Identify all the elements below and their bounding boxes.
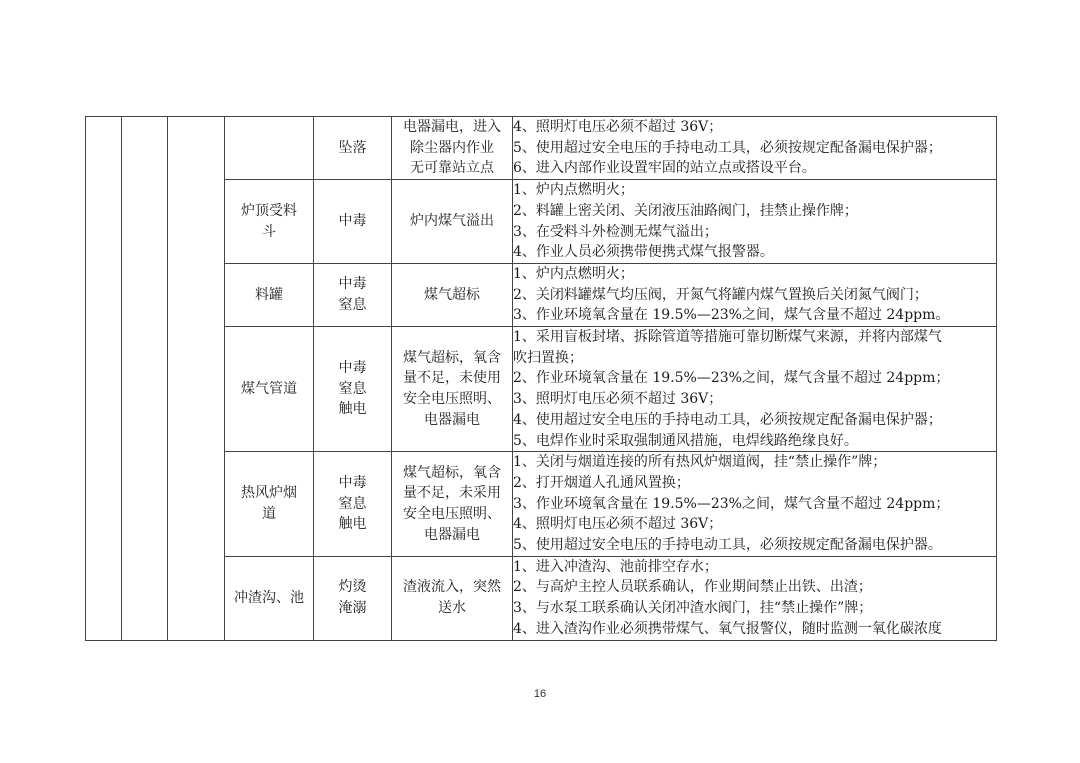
hazard-cell [314,556,392,640]
location-cell [225,180,314,264]
measures-cell [513,180,997,264]
measures-cell [513,556,997,640]
text-line: 电器漏电，进入 [403,119,501,135]
location-text: 煤气管道 [241,380,297,397]
text-line: 2、打开烟道人孔通风置换； [513,474,690,491]
text-line: 量不足，未采用 [403,485,501,502]
hazard-table [85,116,997,641]
location-line: 炉顶受料 [241,202,297,219]
text-line: 量不足，未使用 [403,370,501,387]
text-line: 无可靠站立点 [410,160,494,177]
text-line: 2、料罐上密关闭、关闭液压油路阀门，挂禁止操作牌； [513,202,858,219]
cause-cell [392,117,513,180]
text-line: 渣液流入，突然 [403,579,501,596]
text-line: 5、使用超过安全电压的手持电动工具，必须按规定配备漏电保护器； [513,139,942,156]
hazard-cell [314,263,392,326]
location-text [225,483,313,524]
location-text [225,201,313,242]
text-line: 窒息 [338,495,367,512]
text-line: 煤气超标 [424,286,480,303]
cause-cell [392,556,513,640]
text-line: 1、炉内点燃明火； [513,265,634,282]
location-cell [225,117,314,180]
text-line: 5、电焊作业时采取强制通风措施，电焊线路绝缘良好。 [513,432,858,449]
hazard-cell [314,452,392,557]
merged-blank-cell [122,117,168,641]
text-line: 3、照明灯电压必须不超过 36V； [513,391,723,408]
measures-cell [513,327,997,452]
text-line: 4、照明灯电压必须不超过 36V； [513,119,723,135]
text-line: 2、与高炉主控人员联系确认，作业期间禁止出铁、出渣； [513,579,872,596]
text-line: 触电 [338,401,367,418]
measures-cell [513,117,997,180]
measures-cell [513,452,997,557]
text-line: 6、进入内部作业设置牢固的站立点或搭设平台。 [513,160,816,177]
text-line: 安全电压照明、 [403,391,501,408]
text-line: 灼烫 [338,579,367,596]
cause-cell [392,180,513,264]
location-cell [225,263,314,326]
table-body [86,117,997,641]
hazard-cell [314,180,392,264]
text-line: 坠落 [338,139,367,156]
table-row [86,117,997,180]
location-line: 道 [262,506,276,522]
hazard-cell [314,327,392,452]
text-line: 4、照明灯电压必须不超过 36V； [513,516,723,533]
text-line: 1、采用盲板封堵、拆除管道等措施可靠切断煤气来源，并将内部煤气 [513,329,942,346]
text-line: 窒息 [338,296,367,313]
hazard-cell [314,117,392,180]
text-line: 4、使用超过安全电压的手持电动工具，必须按规定配备漏电保护器； [513,411,942,428]
text-line: 3、在受料斗外检测无煤气溢出； [513,223,718,240]
text-line: 吹扫置换； [513,349,583,366]
text-line: 淹溺 [338,600,367,617]
text-line: 炉内煤气溢出 [410,213,494,230]
text-line: 煤气超标，氧含 [403,349,501,366]
text-line: 3、作业环境氧含量在 19.5%—23%之间，煤气含量不超过 24ppm； [513,495,950,512]
merged-blank-cell [86,117,122,641]
text-line: 1、关闭与烟道连接的所有热风炉烟道阀，挂“禁止操作”牌； [513,454,887,471]
text-line: 3、与水泵工联系确认关闭冲渣水阀门，挂“禁止操作”牌； [513,600,873,617]
text-line: 窒息 [338,380,367,397]
text-line: 中毒 [338,360,367,377]
text-line: 煤气超标，氧含 [403,464,501,481]
merged-blank-cell [168,117,225,641]
text-line: 5、使用超过安全电压的手持电动工具，必须按规定配备漏电保护器。 [513,537,942,554]
text-line: 4、作业人员必须携带便携式煤气报警器。 [513,244,774,261]
location-cell [225,452,314,557]
text-line: 除尘器内作业 [410,139,494,156]
location-text: 冲渣沟、池 [234,589,304,606]
text-line: 电器漏电 [424,411,480,428]
location-cell [225,327,314,452]
text-line: 3、作业环境氧含量在 19.5%—23%之间，煤气含量不超过 24ppm。 [513,307,950,324]
text-line: 1、炉内点燃明火； [513,182,634,199]
text-line: 2、关闭料罐煤气均压阀，开氮气将罐内煤气置换后关闭氮气阀门； [513,286,928,303]
cause-cell [392,263,513,326]
text-line: 触电 [338,516,367,533]
text-line: 送水 [438,600,466,617]
location-line: 斗 [262,223,276,240]
cause-cell [392,327,513,452]
location-cell [225,556,314,640]
measures-cell [513,263,997,326]
text-line: 4、进入渣沟作业必须携带煤气、氧气报警仪，随时监测一氧化碳浓度 [513,620,942,637]
location-line: 热风炉烟 [241,485,297,502]
location-text: 料罐 [255,286,283,303]
text-line: 2、作业环境氧含量在 19.5%—23%之间，煤气含量不超过 24ppm； [513,370,950,387]
cause-cell [392,452,513,557]
text-line: 中毒 [338,474,367,491]
page-number: 16 [533,688,547,700]
text-line: 中毒 [338,276,367,293]
text-line: 中毒 [338,213,367,230]
text-line: 安全电压照明、 [403,506,501,522]
text-line: 电器漏电 [424,526,480,543]
text-line: 1、进入冲渣沟、池前排空存水； [513,558,718,575]
